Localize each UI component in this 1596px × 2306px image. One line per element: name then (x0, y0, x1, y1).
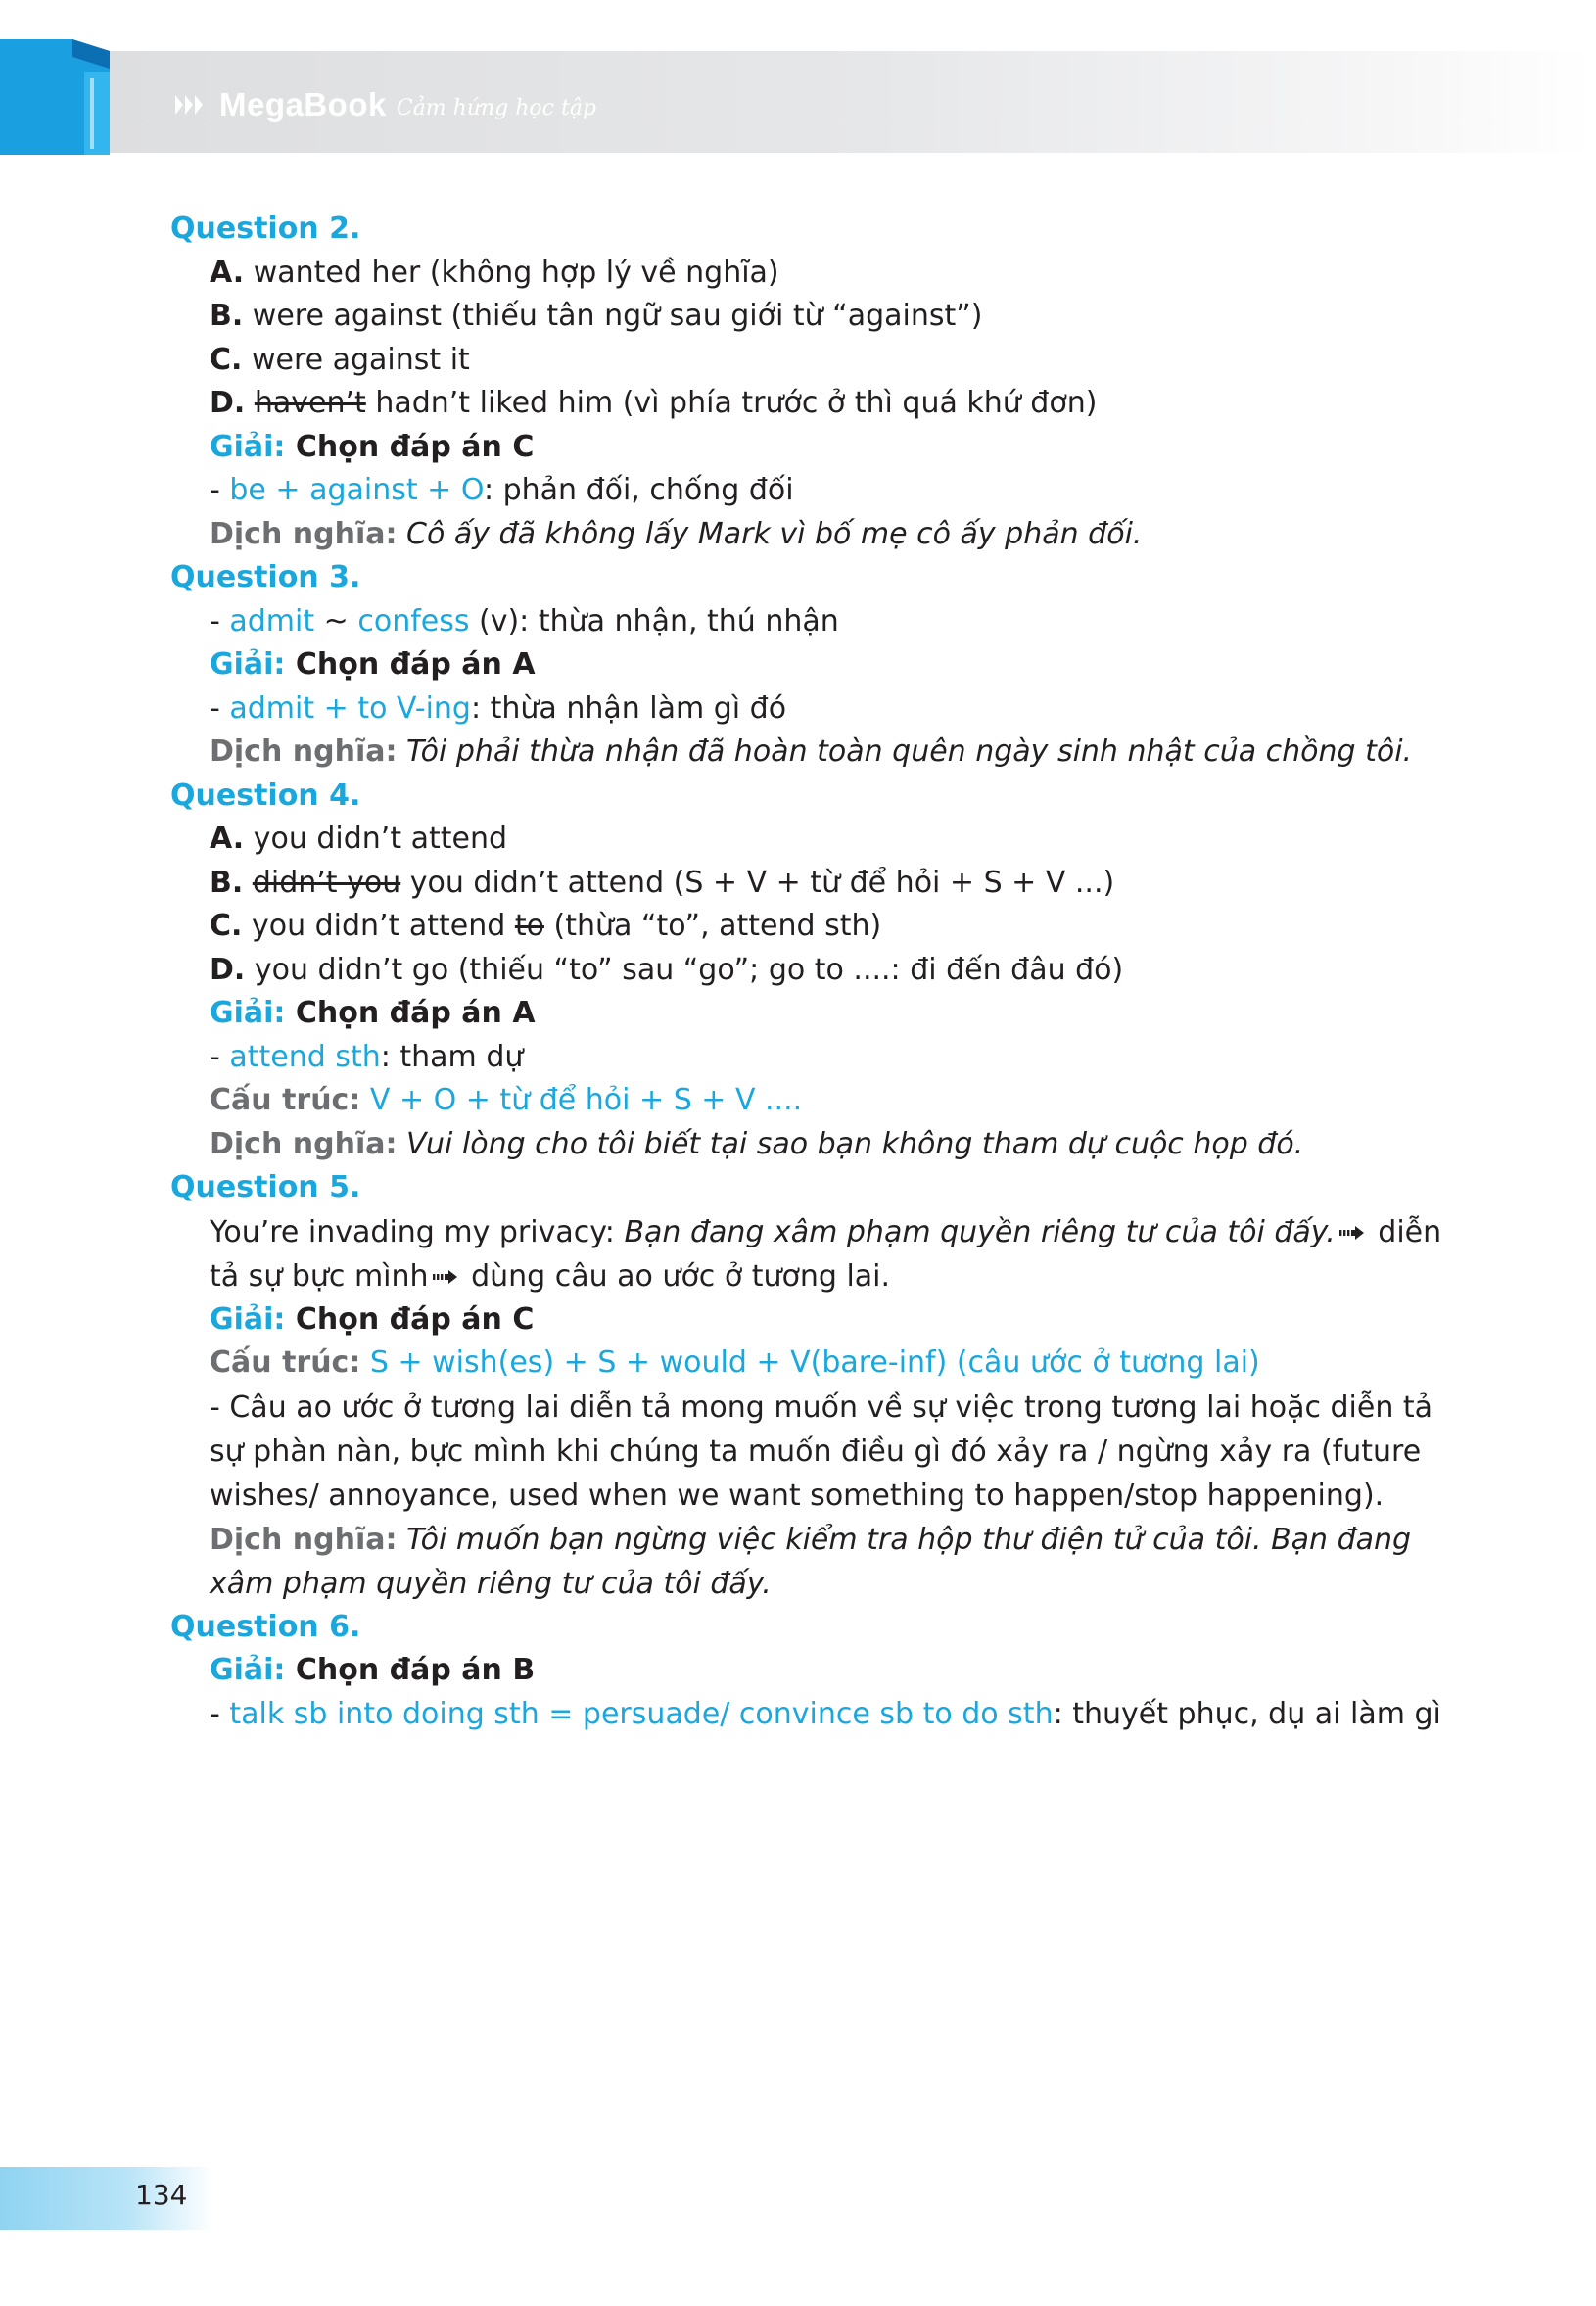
q5-structure: Cấu trúc: S + wish(es) + S + would + V(bare-inf) (câu ước ở tương lai) (210, 1345, 1260, 1380)
q3-answer: Giải: Chọn đáp án A (210, 647, 536, 682)
q2-option-c: C. were against it (210, 342, 470, 377)
question-5-title: Question 5. (170, 1170, 361, 1204)
q4-option-b: B. didn’t you you didn’t attend (S + V + từ để hỏi + S + V ...) (210, 865, 1115, 900)
q3-note: - admit + to V-ing: thừa nhận làm gì đó (210, 690, 787, 726)
q2-answer: Giải: Chọn đáp án C (210, 429, 535, 464)
arrow-right-icon (433, 1269, 458, 1285)
q5-translation: Dịch nghĩa: Tôi muốn bạn ngừng việc kiểm tra hộp thư điện tử của tôi. Bạn đang xâm phạm quyền riêng tư của tôi đấy. (210, 1522, 1412, 1601)
brand-mark-icon (174, 93, 213, 117)
question-4-title: Question 4. (170, 777, 361, 813)
question-2-title: Question 2. (170, 212, 361, 246)
answer-key-content (170, 208, 1453, 1736)
page-number: 134 (135, 2179, 188, 2211)
q2-option-a: A. wanted her (không hợp lý về nghĩa) (210, 255, 779, 290)
q2-translation: Dịch nghĩa: Cô ấy đã không lấy Mark vì bố mẹ cô ấy phản đối. (210, 516, 1143, 551)
question-6-title: Question 6. (170, 1609, 361, 1644)
q2-note: - be + against + O: phản đối, chống đối (210, 473, 794, 507)
q4-option-c: C. you didn’t attend to (thừa “to”, attend sth) (210, 909, 882, 943)
q4-note: - attend sth: tham dự (210, 1039, 524, 1074)
header-book-icon (0, 39, 129, 155)
brand-name: MegaBook (219, 86, 387, 122)
q5-answer: Giải: Chọn đáp án C (210, 1301, 535, 1337)
q4-answer: Giải: Chọn đáp án A (210, 996, 536, 1030)
q4-option-d: D. you didn’t go (thiếu “to” sau “go”; go to ....: đi đến đâu đó) (210, 952, 1124, 987)
q6-note: - talk sb into doing sth = persuade/ convince sb to do sth: thuyết phục, dụ ai làm gì (210, 1696, 1441, 1731)
q3-synonym: - admit ~ confess (v): thừa nhận, thú nhận (210, 603, 839, 638)
q6-answer: Giải: Chọn đáp án B (210, 1653, 536, 1687)
q4-translation: Dịch nghĩa: Vui lòng cho tôi biết tại sao bạn không tham dự cuộc họp đó. (210, 1126, 1304, 1161)
q4-option-a: A. you didn’t attend (210, 822, 508, 856)
arrow-right-icon (1339, 1225, 1365, 1241)
q4-structure: Cấu trúc: V + O + từ để hỏi + S + V .... (210, 1083, 803, 1117)
question-3-title: Question 3. (170, 560, 361, 594)
q3-translation: Dịch nghĩa: Tôi phải thừa nhận đã hoàn toàn quên ngày sinh nhật của chồng tôi. (210, 734, 1413, 769)
q2-option-b: B. were against (thiếu tân ngữ sau giới từ “against”) (210, 299, 983, 333)
q2-option-d: D. haven’t hadn’t liked him (vì phía trước ở thì quá khứ đơn) (210, 386, 1098, 420)
q5-intro: You’re invading my privacy: Bạn đang xâm phạm quyền riêng tư của tôi đấy. diễn tả sự bực mình dùng câu ao ước ở tương lai. (210, 1214, 1442, 1294)
brand-logo (174, 80, 596, 129)
q5-note: - Câu ao ước ở tương lai diễn tả mong muốn về sự việc trong tương lai hoặc diễn tả sự phàn nàn, bực mình khi chúng ta muốn điều gì đó xảy ra / ngừng xảy ra (future wishes/ annoyance, used when we want something to happen/stop happening). (210, 1389, 1433, 1513)
brand-slogan: Cảm hứng học tập (396, 95, 597, 120)
